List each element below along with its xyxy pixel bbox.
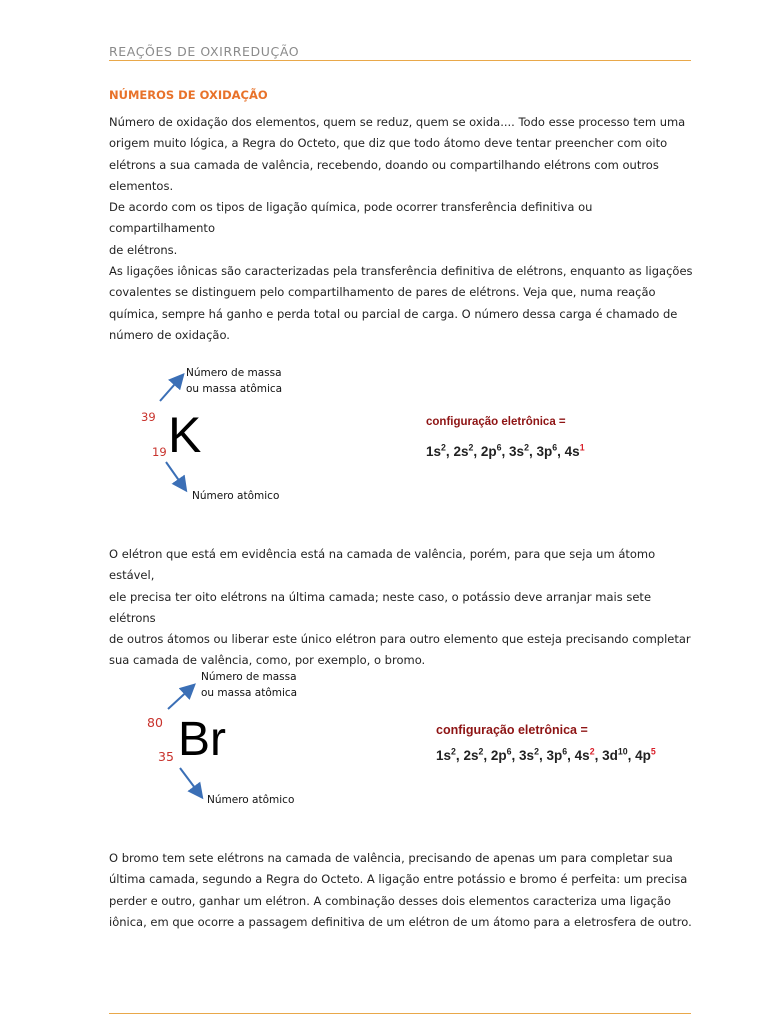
orbital-label: 2p bbox=[480, 444, 497, 459]
text-line: O elétron que está em evidência está na camada de valência, porém, para que seja um átomo estável, bbox=[109, 547, 656, 583]
electron-configuration: $1s^2$, $2s^2$, $2p^6$, $3s^2$, $3p^6$, $4s^1$ bbox=[426, 442, 585, 459]
orbital-term bbox=[463, 748, 483, 763]
section-title: NÚMEROS DE OXIDAÇÃO bbox=[109, 88, 268, 102]
orbital-electron-count: 5 bbox=[650, 746, 656, 757]
text-line: covalentes se distinguem pelo compartilhamento de pares de elétrons. Veja que, numa reação bbox=[109, 285, 656, 300]
orbital-term bbox=[546, 748, 567, 763]
text-line: de elétrons. bbox=[109, 242, 178, 257]
arrow-down-icon bbox=[180, 768, 201, 796]
orbital-label: 3p bbox=[546, 748, 563, 763]
orbital-label: 2s bbox=[453, 444, 469, 459]
arrow-up-icon bbox=[168, 686, 193, 709]
text-line: química, sempre há ganho e perda total ou parcial de carga. O número dessa carga é chamado de bbox=[109, 306, 678, 321]
orbital-label: 4s bbox=[574, 748, 590, 763]
orbital-electron-count: 2 bbox=[451, 746, 456, 757]
orbital-electron-count: 6 bbox=[562, 746, 568, 757]
text-line: elementos. bbox=[109, 178, 174, 193]
orbital-electron-count: 2 bbox=[478, 746, 484, 757]
orbital-term bbox=[519, 748, 539, 763]
orbital-term bbox=[481, 444, 502, 459]
orbital-term bbox=[491, 748, 512, 763]
atomic-number-label: Número atômico bbox=[207, 794, 295, 806]
orbital-label: 2p bbox=[490, 748, 507, 763]
orbital-label: 1s bbox=[436, 748, 452, 763]
arrow-down-icon bbox=[166, 462, 185, 489]
config-title: configuração eletrônica = bbox=[436, 723, 588, 737]
mass-number-label-line1: Número de massa bbox=[201, 671, 297, 683]
mass-number-label-line2: ou massa atômica bbox=[201, 687, 298, 699]
orbital-electron-count: 2 bbox=[589, 746, 595, 757]
text-line: perder e outro, ganhar um elétron. A combinação desses dois elementos caracteriza uma ligação bbox=[109, 893, 671, 908]
orbital-term bbox=[575, 748, 595, 763]
orbital-label: 3d bbox=[602, 748, 618, 763]
orbital-electron-count: 2 bbox=[441, 442, 446, 453]
text-line: última camada, segundo a Regra do Octeto. A ligação entre potássio e bromo é perfeita: um precisa bbox=[109, 872, 688, 887]
orbital-label: 2s bbox=[463, 748, 479, 763]
text-line: O bromo tem sete elétrons na camada de valência, precisando de apenas um para completar sua bbox=[109, 851, 673, 865]
element-symbol: K bbox=[168, 407, 202, 463]
orbital-label: 4s bbox=[564, 444, 580, 459]
electron-configuration: $1s^2$, $2s^2$, $2p^6$, $3s^2$, $3p^6$, $4s^2$, $3d^{10}$, $4p^5$ bbox=[436, 746, 656, 763]
orbital-term bbox=[565, 444, 585, 459]
orbital-term bbox=[426, 444, 446, 459]
element-symbol: Br bbox=[178, 713, 226, 766]
text-line: As ligações iônicas são caracterizadas pela transferência definitiva de elétrons, enquanto as ligações bbox=[109, 264, 693, 279]
orbital-label: 3s bbox=[519, 748, 535, 763]
text-line: Número de oxidação dos elementos, quem se reduz, quem se oxida.... Todo esse processo tem uma bbox=[109, 115, 686, 129]
orbital-term bbox=[635, 748, 656, 763]
orbital-electron-count: 2 bbox=[534, 746, 539, 757]
atomic-number: 19 bbox=[152, 445, 167, 459]
orbital-label: 4p bbox=[635, 748, 651, 763]
orbital-electron-count: 2 bbox=[468, 442, 474, 453]
orbital-electron-count: 6 bbox=[552, 442, 558, 453]
atomic-number-label: Número atômico bbox=[192, 490, 280, 502]
orbital-term bbox=[453, 444, 473, 459]
config-title: configuração eletrônica = bbox=[426, 416, 566, 428]
text-line: número de oxidação. bbox=[109, 327, 230, 342]
text-line: ele precisa ter oito elétrons na última camada; neste caso, o potássio deve arranjar mais sete elétrons bbox=[109, 589, 652, 625]
page-header-title: REAÇÕES DE OXIRREDUÇÃO bbox=[109, 44, 300, 59]
orbital-term bbox=[436, 748, 456, 763]
orbital-label: 1s bbox=[426, 444, 442, 459]
arrow-up-icon bbox=[160, 376, 182, 401]
orbital-electron-count: 1 bbox=[579, 442, 585, 453]
mass-number-label-line2: ou massa atômica bbox=[186, 383, 283, 395]
orbital-electron-count: 2 bbox=[524, 442, 529, 453]
mass-number: 80 bbox=[147, 715, 163, 730]
orbital-electron-count: 10 bbox=[617, 746, 628, 757]
text-line: de outros átomos ou liberar este único elétron para outro elemento que esteja precisando completar bbox=[109, 632, 691, 647]
orbital-term bbox=[602, 748, 628, 763]
orbital-term bbox=[509, 444, 529, 459]
text-line: elétrons a sua camada de valência, recebendo, doando ou compartilhando elétrons com outros bbox=[109, 157, 659, 172]
footer-divider bbox=[109, 1013, 691, 1014]
atomic-number: 35 bbox=[158, 749, 174, 764]
text-line: iônica, em que ocorre a passagem definitiva de um elétron de um átomo para a eletrosfera de outro. bbox=[109, 914, 692, 929]
text-line: origem muito lógica, a Regra do Octeto, que diz que todo átomo deve tentar preencher com oito bbox=[109, 136, 668, 151]
paragraph-bromine bbox=[109, 848, 694, 933]
orbital-electron-count: 6 bbox=[506, 746, 512, 757]
orbital-electron-count: 6 bbox=[496, 442, 502, 453]
text-line: sua camada de valência, como, por exemplo, o bromo. bbox=[109, 653, 426, 668]
paragraph-potassium bbox=[109, 544, 694, 672]
mass-number-label-line1: Número de massa bbox=[186, 367, 282, 379]
orbital-term bbox=[536, 444, 557, 459]
text-line: De acordo com os tipos de ligação química, pode ocorrer transferência definitiva ou compartilhamento bbox=[109, 200, 593, 236]
orbital-label: 3s bbox=[509, 444, 525, 459]
mass-number: 39 bbox=[141, 410, 156, 424]
orbital-label: 3p bbox=[536, 444, 553, 459]
